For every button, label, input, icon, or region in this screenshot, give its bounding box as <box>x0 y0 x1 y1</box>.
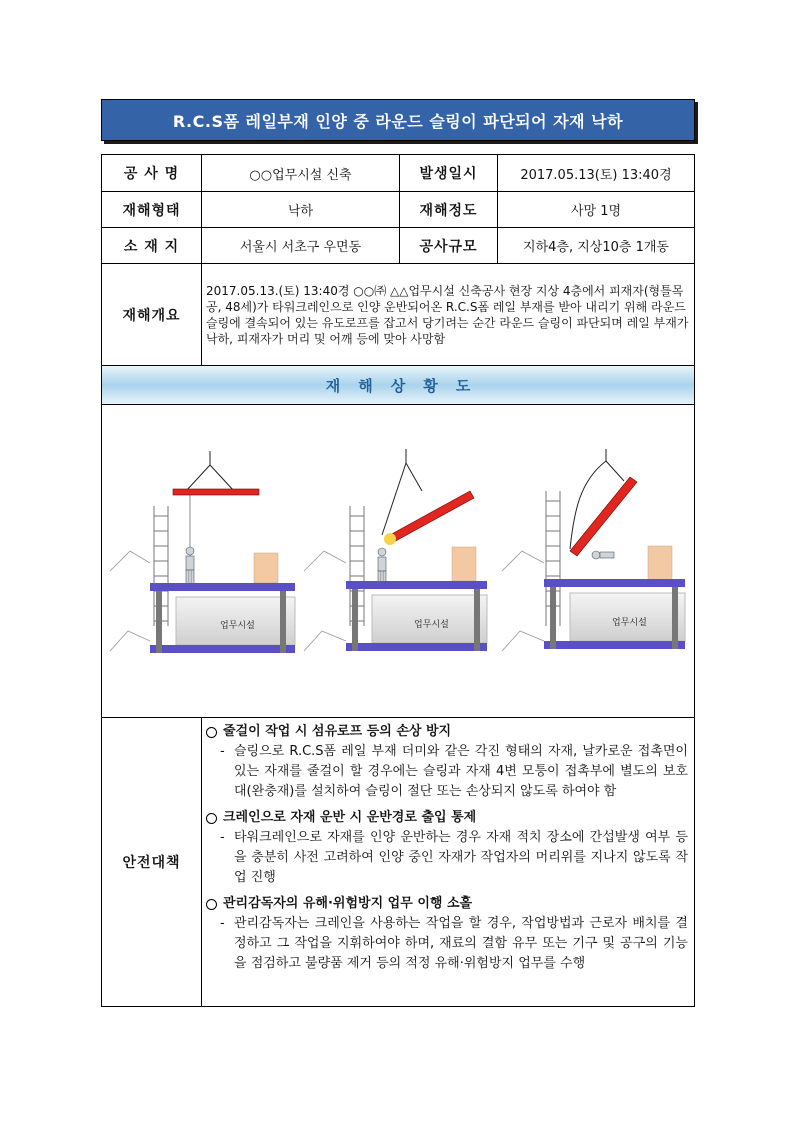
safety-measures-label: 안전대책 <box>102 718 202 1007</box>
measure-body-1: - 슬링으로 R.C.S폼 레일 부재 더미와 같은 각진 형태의 자재, 날카로운 접촉면이 있는 자재를 줄걸이 할 경우에는 슬링과 자재 4변 모퉁이 접촉부에 별도의 보호대(완충재)를 설치하여 슬링이 절단 또는 손상되지 않도록 하여야 함 <box>220 744 688 799</box>
occurrence-date-value: 2017.05.13(토) 13:40경 <box>498 155 695 192</box>
overview-label: 재해개요 <box>102 264 202 366</box>
project-name-value: ○○업무시설 신축 <box>202 155 400 192</box>
material-stack <box>254 553 278 583</box>
location-value: 서울시 서초구 우면동 <box>202 228 400 264</box>
measure-heading-1: 줄걸이 작업 시 섬유로프 등의 손상 방지 <box>206 722 688 742</box>
impact-flash <box>384 533 396 545</box>
fallen-worker <box>592 551 614 559</box>
scene-panel-2 <box>302 449 487 681</box>
accident-situation-diagram <box>102 406 693 717</box>
situation-diagram-cell <box>102 405 695 718</box>
project-name-label: 공 사 명 <box>102 155 202 192</box>
bullet-circle-icon <box>206 813 217 824</box>
page-title: R.C.S폼 레일부재 인양 중 라운드 슬링이 파단되어 자재 낙하 <box>172 111 624 131</box>
material-stack <box>648 546 672 580</box>
location-label: 소 재 지 <box>102 228 202 264</box>
severity-value: 사망 1명 <box>498 192 695 228</box>
scene-panel-1 <box>110 451 295 681</box>
situation-heading: 재해상황도 <box>325 376 489 395</box>
measure-body-3: - 관리감독자는 크레인을 사용하는 작업을 할 경우, 작업방법과 근로자 배치를 결정하고 그 작업을 지휘하여야 하며, 재료의 결함 유무 또는 기구 및 공구의 기능을 점검하고 불량품 제거 등의 적정 유해·위험방지 업무를 수행 <box>220 916 688 971</box>
bullet-circle-icon <box>206 727 217 738</box>
construction-scale-value: 지하4층, 지상10층 1개동 <box>498 228 695 264</box>
situation-heading-band <box>102 366 694 404</box>
accident-report-table <box>101 154 695 1007</box>
material-stack <box>452 547 476 581</box>
occurrence-date-label: 발생일시 <box>400 155 498 192</box>
measure-heading-2: 크레인으로 자재 운반 시 운반경로 출입 통제 <box>206 808 688 828</box>
measure-heading-3: 관리감독자의 유해·위험방지 업무 이행 소홀 <box>206 894 688 914</box>
bullet-circle-icon <box>206 899 217 910</box>
building-label: 업무시설 <box>220 620 255 631</box>
safety-measures-content <box>202 718 695 1007</box>
building-label: 업무시설 <box>414 619 449 630</box>
measure-body-2: - 타워크레인으로 자재를 인양 운반하는 경우 자재 적치 장소에 간섭발생 여부 등을 충분히 사전 고려하여 인양 중인 자재가 작업자의 머리위를 지나지 않도록 작업 진행 <box>220 830 688 885</box>
rcs-rail-member <box>173 489 259 495</box>
building-label: 업무시설 <box>612 617 647 628</box>
accident-type-value: 낙하 <box>202 192 400 228</box>
title-banner <box>101 99 695 141</box>
accident-type-label: 재해형태 <box>102 192 202 228</box>
scene-panel-3 <box>500 449 685 681</box>
construction-scale-label: 공사규모 <box>400 228 498 264</box>
severity-label: 재해정도 <box>400 192 498 228</box>
overview-text: 2017.05.13.(토) 13:40경 ○○㈜ △△업무시설 신축공사 현장 지상 4층에서 피재자(형틀목공, 48세)가 타워크레인으로 인양 운반되어온 R.C.S폼 레일 부재를 받아 내리기 위해 라운드 슬링에 결속되어 있는 유도로프를 잡고서 당기려는 순간 라운드 슬링이 파단되며 레일 부재가 낙하, 피재자가 머리 및 어깨 등에 맞아 사망함 <box>202 264 695 366</box>
